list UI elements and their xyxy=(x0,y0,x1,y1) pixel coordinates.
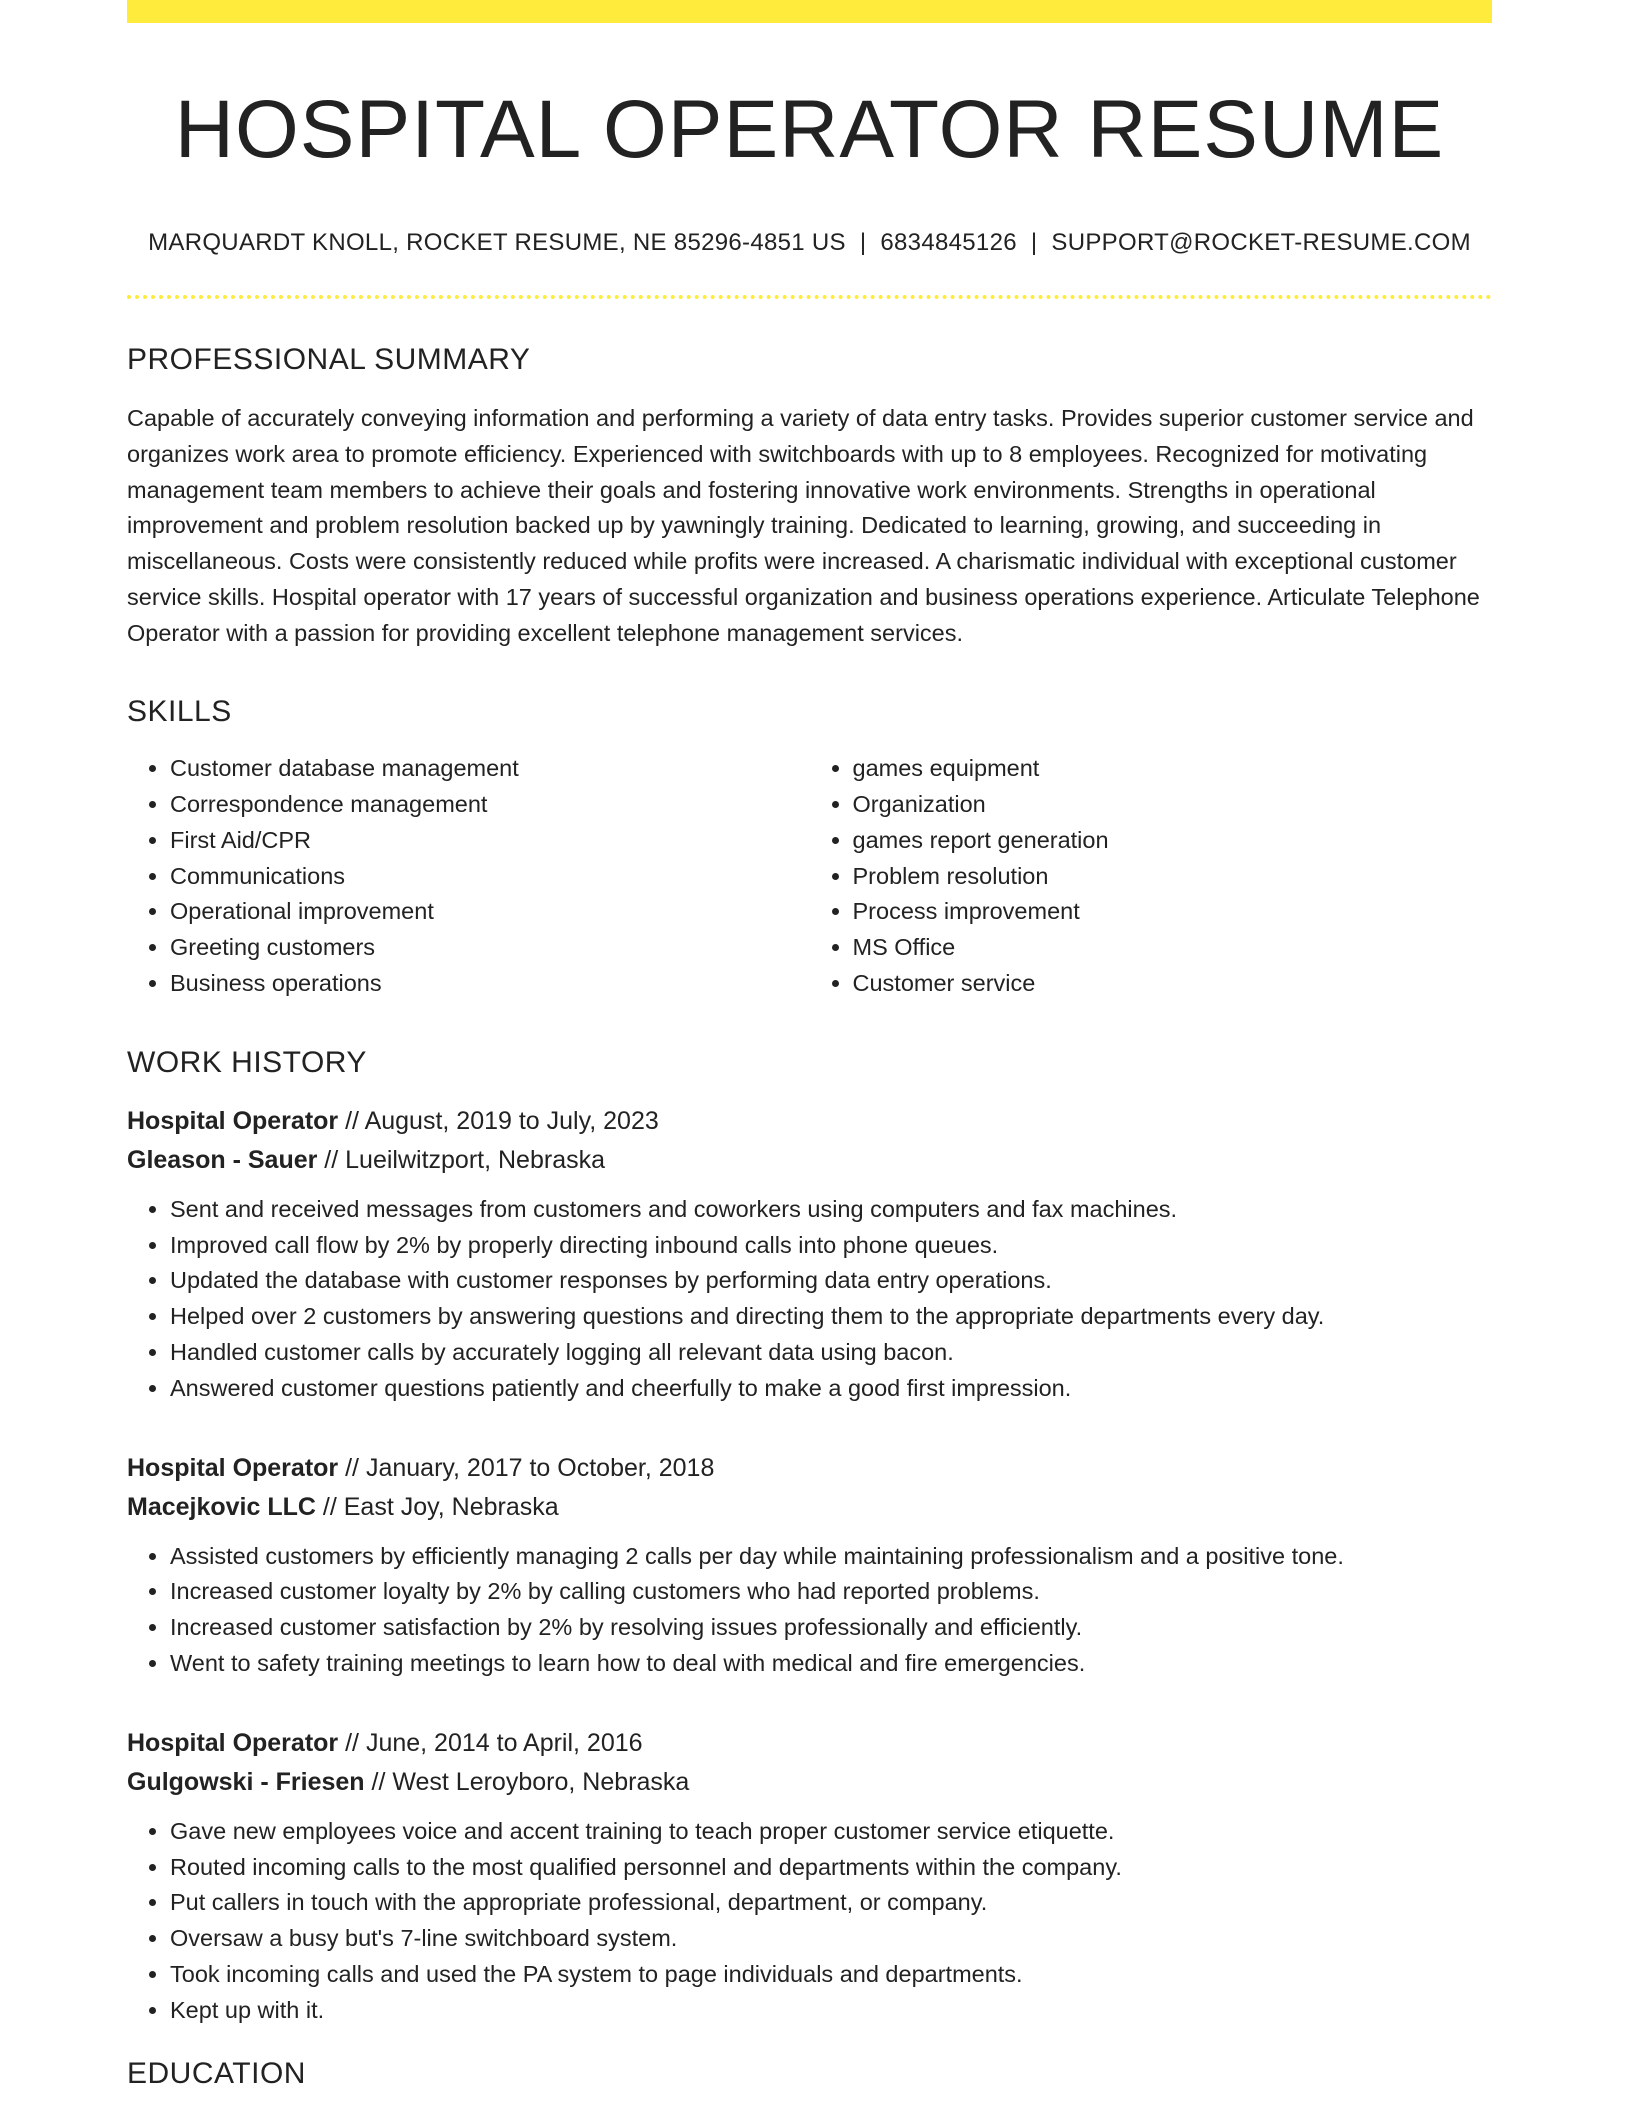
job-bullet: • Answered customer questions patiently and cheerfully to make a good first impression. xyxy=(170,1371,1492,1407)
skill-item: • Operational improvement xyxy=(170,894,810,930)
skill-item: • Communications xyxy=(170,859,810,895)
job-bullet: • Assisted customers by efficiently managing 2 calls per day while maintaining professionalism and a positive tone. xyxy=(170,1539,1492,1575)
job-bullet: • Helped over 2 customers by answering questions and directing them to the appropriate departments every day. xyxy=(170,1299,1492,1335)
job-title: Hospital Operator xyxy=(127,1728,339,1757)
job-bullets xyxy=(127,1539,1492,1682)
job-bullets xyxy=(127,1814,1492,2029)
skill-item: • Greeting customers xyxy=(170,930,810,966)
job-separator: // xyxy=(315,1492,344,1521)
job-location: Lueilwitzport, Nebraska xyxy=(345,1145,605,1174)
job-bullet: • Handled customer calls by accurately logging all relevant data using bacon. xyxy=(170,1335,1492,1371)
summary-heading: PROFESSIONAL SUMMARY xyxy=(127,343,531,377)
contact-phone: 6834845126 xyxy=(880,229,1017,257)
skills-heading: SKILLS xyxy=(127,695,232,729)
job-separator: // xyxy=(364,1767,393,1796)
job-title: Hospital Operator xyxy=(127,1453,339,1482)
job-title-line xyxy=(127,1449,1492,1488)
skill-item: • Customer service xyxy=(853,966,1493,1002)
job-bullet: • Increased customer loyalty by 2% by calling customers who had reported problems. xyxy=(170,1574,1492,1610)
resume-title: HOSPITAL OPERATOR RESUME xyxy=(174,84,1445,175)
contact-separator: | xyxy=(859,229,867,257)
job-bullet: • Sent and received messages from customers and coworkers using computers and fax machines. xyxy=(170,1192,1492,1228)
skill-item: • games equipment xyxy=(853,751,1493,787)
job-bullet: • Kept up with it. xyxy=(170,1993,1492,2029)
skill-item: • Business operations xyxy=(170,966,810,1002)
job-company-line xyxy=(127,1763,1492,1802)
skill-item: • Organization xyxy=(853,787,1493,823)
skill-item: • Problem resolution xyxy=(853,859,1493,895)
skills-column-right xyxy=(810,751,1493,1002)
job-entry xyxy=(127,1102,1492,1407)
job-company-line xyxy=(127,1488,1492,1527)
job-bullet: • Improved call flow by 2% by properly directing inbound calls into phone queues. xyxy=(170,1228,1492,1264)
dotted-divider xyxy=(127,295,1492,299)
job-entry xyxy=(127,1724,1492,2029)
job-bullets xyxy=(127,1192,1492,1407)
skill-item: • Process improvement xyxy=(853,894,1493,930)
contact-email: SUPPORT@ROCKET-RESUME.COM xyxy=(1051,229,1471,257)
contact-line xyxy=(127,229,1492,257)
skills-column-left xyxy=(127,751,810,1002)
work-history-heading: WORK HISTORY xyxy=(127,1045,367,1079)
top-accent-bar xyxy=(127,0,1492,23)
job-location: East Joy, Nebraska xyxy=(343,1492,559,1521)
job-bullet: • Gave new employees voice and accent training to teach proper customer service etiquette. xyxy=(170,1814,1492,1850)
skill-item: • Correspondence management xyxy=(170,787,810,823)
skill-item: • games report generation xyxy=(853,823,1493,859)
job-separator: // xyxy=(338,1453,366,1482)
resume-page xyxy=(127,0,1492,2089)
summary-text: Capable of accurately conveying information and performing a variety of data entry tasks. Provides superior customer service and organizes work area to promote efficiency. Experienced with switchboards with up to 8 employees. Recognized for motivating management team members to achieve their goals and fostering innovative work environments. Strengths in operational improvement and problem resolution backed up by yawningly training. Dedicated to learning, growing, and succeeding in miscellaneous. Costs were consistently reduced while profits were increased. A charismatic individual with exceptional customer service skills. Hospital operator with 17 years of successful organization and business operations experience. Articulate Telephone Operator with a passion for providing excellent telephone management services. xyxy=(127,405,1480,646)
job-bullet: • Routed incoming calls to the most qualified personnel and departments within the company. xyxy=(170,1850,1492,1886)
skill-item: • Customer database management xyxy=(170,751,810,787)
job-bullet: • Updated the database with customer responses by performing data entry operations. xyxy=(170,1263,1492,1299)
job-dates: January, 2017 to October, 2018 xyxy=(365,1453,715,1482)
contact-address: MARQUARDT KNOLL, ROCKET RESUME, NE 85296-4851 US xyxy=(148,229,846,257)
education-heading: EDUCATION xyxy=(127,2056,306,2090)
job-separator: // xyxy=(338,1728,366,1757)
job-separator: // xyxy=(317,1145,346,1174)
job-company-line xyxy=(127,1141,1492,1180)
job-title-line xyxy=(127,1102,1492,1141)
job-location: West Leroyboro, Nebraska xyxy=(392,1767,690,1796)
job-title-line xyxy=(127,1724,1492,1763)
contact-separator: | xyxy=(1030,229,1038,257)
job-title: Hospital Operator xyxy=(127,1106,339,1135)
job-bullet: • Took incoming calls and used the PA system to page individuals and departments. xyxy=(170,1957,1492,1993)
skill-item: • First Aid/CPR xyxy=(170,823,810,859)
job-separator: // xyxy=(338,1106,365,1135)
job-company: Macejkovic LLC xyxy=(127,1492,316,1521)
job-entry xyxy=(127,1449,1492,1682)
job-company: Gleason - Sauer xyxy=(127,1145,318,1174)
job-bullet: • Went to safety training meetings to learn how to deal with medical and fire emergencies. xyxy=(170,1646,1492,1682)
job-company: Gulgowski - Friesen xyxy=(127,1767,365,1796)
job-bullet: • Oversaw a busy but's 7-line switchboard system. xyxy=(170,1921,1492,1957)
job-bullet: • Increased customer satisfaction by 2% by resolving issues professionally and efficiently. xyxy=(170,1610,1492,1646)
job-bullet: • Put callers in touch with the appropriate professional, department, or company. xyxy=(170,1885,1492,1921)
job-dates: August, 2019 to July, 2023 xyxy=(364,1106,659,1135)
skill-item: • MS Office xyxy=(853,930,1493,966)
skills-list xyxy=(127,751,1492,1002)
job-dates: June, 2014 to April, 2016 xyxy=(365,1728,643,1757)
